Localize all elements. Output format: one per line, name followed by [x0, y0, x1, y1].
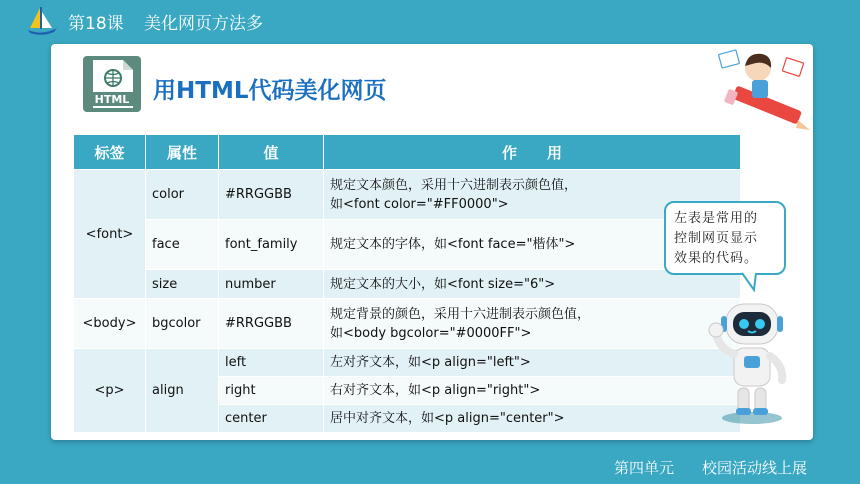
- unit-title: 校园活动线上展: [702, 459, 808, 477]
- cell-desc-bgcolor: [324, 299, 741, 349]
- speech-bubble: [664, 201, 786, 275]
- top-bar: [0, 0, 860, 40]
- cell-tag-font: <font>: [74, 170, 146, 299]
- lesson-title: 美化网页方法多: [144, 14, 263, 34]
- desc-color-line1: 规定文本颜色，采用十六进制表示颜色值，: [330, 177, 578, 193]
- speech-bubble-tail-icon: [742, 272, 762, 292]
- cell-attr-size: size: [146, 270, 219, 299]
- desc-color-line2: 如<font color="#FF0000">: [330, 196, 509, 212]
- bubble-line-1: 左表是常用的: [674, 211, 759, 226]
- html-icon-label: HTML: [94, 93, 130, 106]
- bubble-line-2: 控制网页显示: [674, 231, 759, 246]
- cell-desc-center: 居中对齐文本，如<p align="center">: [324, 405, 741, 433]
- robot-mascot-illustration: [704, 296, 800, 426]
- cell-value-number: number: [219, 270, 324, 299]
- cell-desc-size: 规定文本的大小，如<font size="6">: [324, 270, 741, 299]
- col-header-purpose: 作 用: [324, 135, 741, 170]
- cell-attr-face: face: [146, 220, 219, 270]
- cell-value-rrggbb: #RRGGBB: [219, 299, 324, 349]
- sailboat-logo-icon: [24, 4, 60, 36]
- page-heading: 用HTML代码美化网页: [153, 78, 387, 104]
- cell-tag-p: <p>: [74, 349, 146, 433]
- cell-desc-right: 右对齐文本，如<p align="right">: [324, 377, 741, 405]
- html-tags-table: [73, 134, 741, 433]
- bubble-line-3: 效果的代码。: [674, 251, 759, 266]
- student-on-pencil-illustration: [712, 46, 816, 132]
- html-file-icon: [81, 54, 143, 114]
- table-row: [74, 270, 741, 299]
- cell-tag-body: <body>: [74, 299, 146, 349]
- cell-desc-left: 左对齐文本，如<p align="left">: [324, 349, 741, 377]
- cell-attr-color: color: [146, 170, 219, 220]
- cell-value-font-family: font_family: [219, 220, 324, 270]
- footer-bar: [0, 448, 860, 484]
- col-header-value: 值: [219, 135, 324, 170]
- table-row: [74, 170, 741, 220]
- table-row: [74, 220, 741, 270]
- lesson-number: 第18课: [68, 14, 124, 34]
- desc-bg-line1: 规定背景的颜色，采用十六进制表示颜色值，: [330, 306, 591, 322]
- table-row: [74, 299, 741, 349]
- cell-desc-face: 规定文本的字体，如<font face="楷体">: [324, 220, 741, 270]
- table-header-row: [74, 135, 741, 170]
- cell-attr-bgcolor: bgcolor: [146, 299, 219, 349]
- cell-value-right: right: [219, 377, 324, 405]
- cell-value-center: center: [219, 405, 324, 433]
- cell-attr-align: align: [146, 349, 219, 433]
- desc-bg-line2: 如<body bgcolor="#0000FF">: [330, 325, 532, 341]
- unit-label: 第四单元: [614, 459, 675, 477]
- table-row: [74, 349, 741, 377]
- col-header-attribute: 属性: [146, 135, 219, 170]
- cell-value-rrggbb: #RRGGBB: [219, 170, 324, 220]
- col-header-tag: 标签: [74, 135, 146, 170]
- cell-value-left: left: [219, 349, 324, 377]
